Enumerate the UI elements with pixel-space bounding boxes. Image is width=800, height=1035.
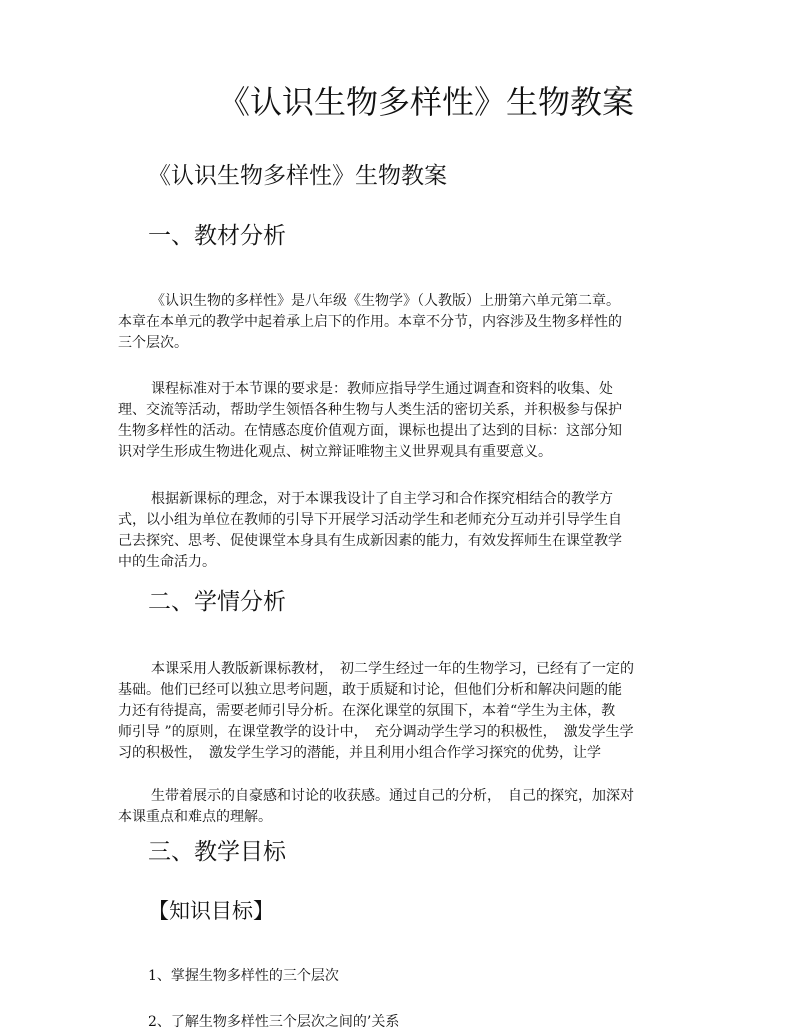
- paragraph-teaching-concept: [118, 489, 688, 573]
- paragraph-line: 本课采用人教版新课标教材， 初二学生经过一年的生物学习，已经有了一定的: [151, 661, 634, 677]
- paragraph-line: 师引导 ”的原则，在课堂教学的设计中， 充分调动学生学习的积极性， 激发学生学: [118, 724, 634, 740]
- paragraph-learner-situation: [118, 659, 688, 764]
- paragraph-line: 三个层次。: [118, 335, 188, 351]
- paragraph-line: 课程标准对于本节课的要求是：教师应指导学生通过调查和资料的收集、处: [151, 381, 613, 397]
- paragraph-line: 本课重点和难点的理解。: [118, 809, 272, 825]
- paragraph-line: 己去探究、思考、促使课堂本身具有生成新因素的能力，有效发挥师生在课堂教学: [118, 533, 622, 549]
- section-heading-teaching-goals: 三、教学目标: [148, 839, 286, 865]
- section-heading-learner-analysis: 二、学情分析: [148, 589, 286, 615]
- paragraph-textbook-intro: [118, 291, 688, 354]
- paragraph-line: 本章在本单元的教学中起着承上启下的作用。本章不分节，内容涉及生物多样性的: [118, 314, 622, 330]
- paragraph-line: 中的生命活力。: [118, 554, 216, 570]
- paragraph-learner-outcome: [118, 786, 688, 828]
- paragraph-line: 理、交流等活动，帮助学生领悟各种生物与人类生活的密切关系，并积极参与保护: [118, 402, 622, 418]
- paragraph-curriculum-standard: [118, 379, 688, 463]
- section-heading-textbook-analysis: 一、教材分析: [148, 223, 286, 249]
- paragraph-line: 生带着展示的自豪感和讨论的收获感。通过自己的分析， 自己的探究，加深对: [151, 788, 634, 804]
- paragraph-line: 生物多样性的活动。在情感态度价值观方面，课标也提出了达到的目标：这部分知: [118, 423, 622, 439]
- document-title: 《认识生物多样性》生物教案: [218, 83, 635, 121]
- paragraph-line: 识对学生形成生物进化观点、树立辩证唯物主义世界观具有重要意义。: [118, 444, 552, 460]
- paragraph-line: 基础。他们已经可以独立思考问题，敢于质疑和讨论，但他们分析和解决问题的能: [118, 682, 622, 698]
- paragraph-line: 式，以小组为单位在教师的引导下开展学习活动学生和老师充分互动并引导学生自: [118, 512, 622, 528]
- paragraph-line: 力还有待提高，需要老师引导分析。在深化课堂的氛围下，本着“学生为主体，教: [118, 703, 616, 719]
- goal-item: 1、掌握生物多样性的三个层次: [148, 968, 339, 984]
- goal-item: 2、了解生物多样性三个层次之间的’关系: [148, 1014, 400, 1030]
- document-subtitle: 《认识生物多样性》生物教案: [148, 163, 447, 189]
- paragraph-line: 习的积极性， 激发学生学习的潜能，并且利用小组合作学习探究的优势，让学: [118, 745, 601, 761]
- knowledge-goals-heading: 【知识目标】: [148, 899, 274, 923]
- paragraph-line: 《认识生物的多样性》是八年级《生物学》（人教版）上册第六单元第二章。: [151, 293, 620, 309]
- paragraph-line: 根据新课标的理念，对于本课我设计了自主学习和合作探究相结合的教学方: [151, 491, 613, 507]
